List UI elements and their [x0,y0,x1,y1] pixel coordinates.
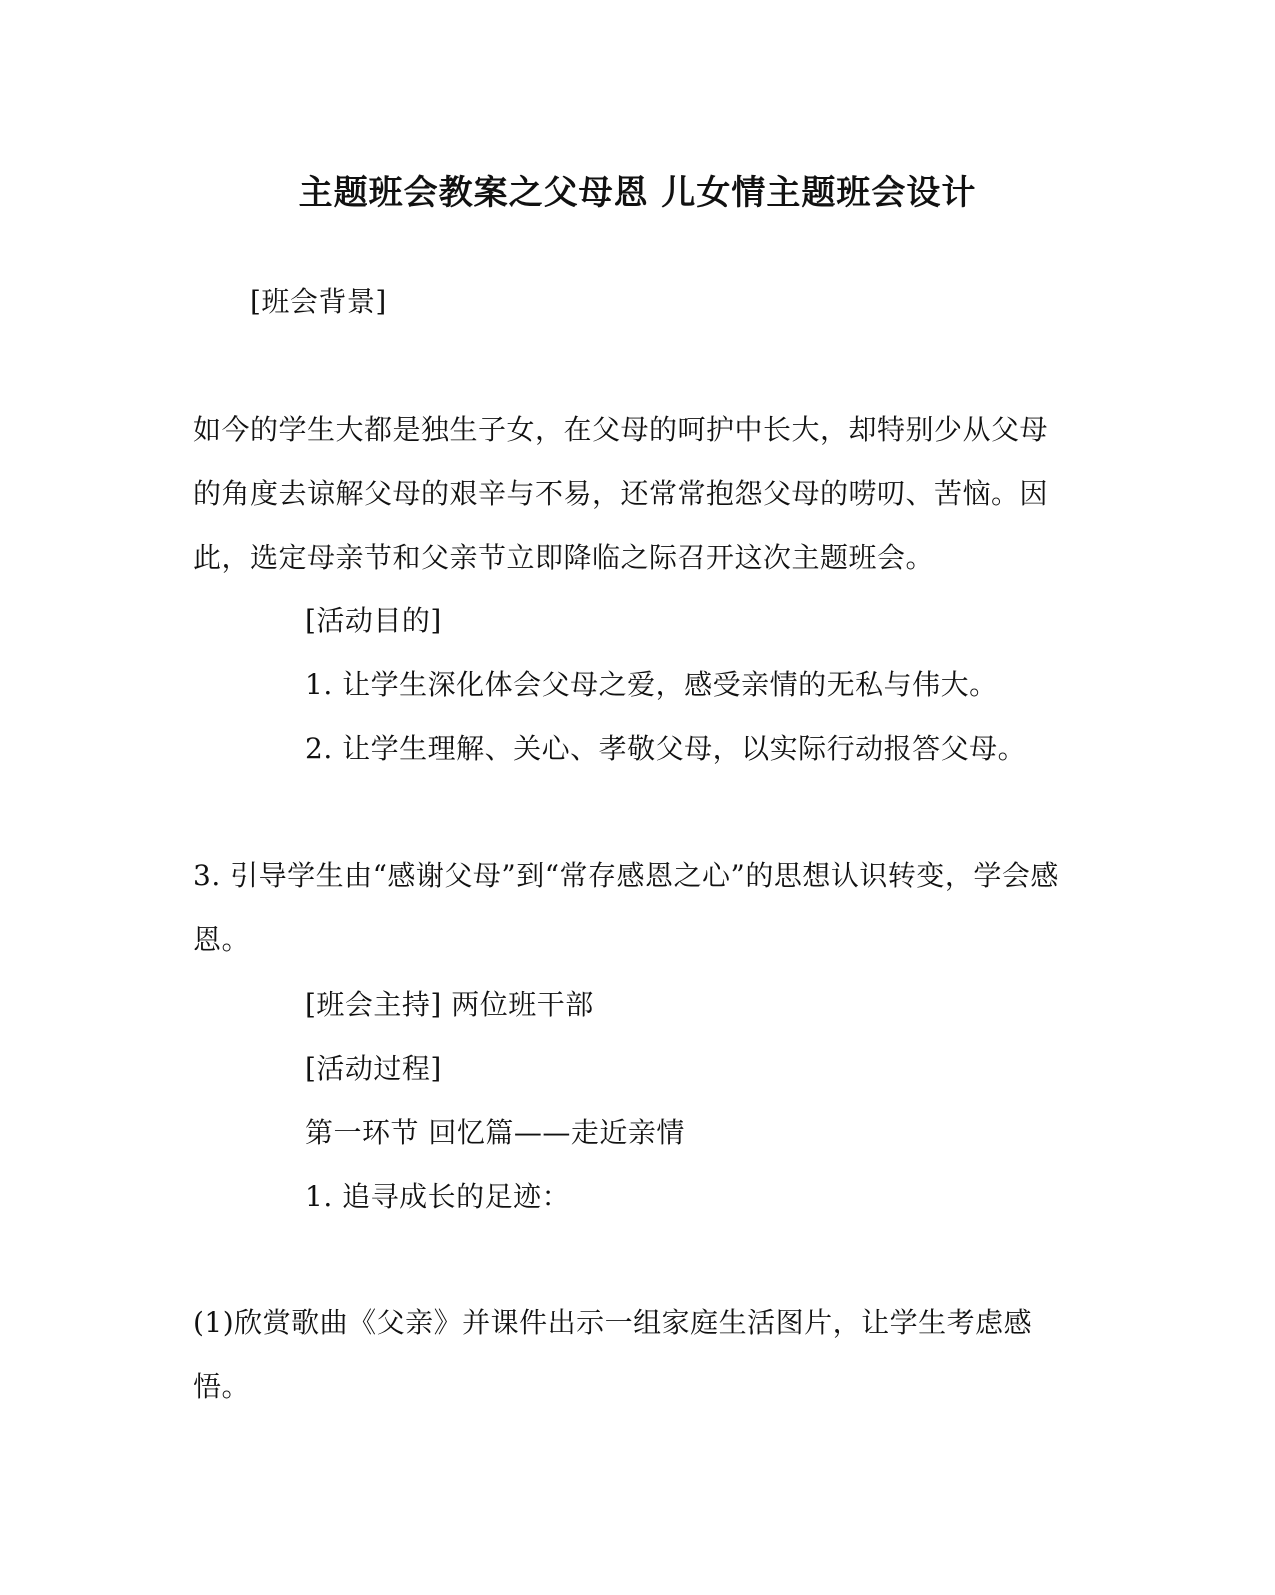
step-item-1: 1. 追寻成长的足迹： [305,1180,571,1213]
goal-item-1: 1. 让学生深化体会父母之爱，感受亲情的无私与伟大。 [305,668,998,701]
goal-item-3 [193,844,1063,972]
goals-heading: [活动目的] [305,604,442,637]
host-line: [班会主持] 两位班干部 [305,988,594,1021]
background-line-2: 的角度去谅解父母的艰辛与不易，还常常抱怨父母的唠叨、苦恼。因 [193,477,1049,510]
background-paragraph [193,398,1063,590]
background-heading: [班会背景] [250,285,387,318]
background-line-3: 此，选定母亲节和父亲节立即降临之际召开这次主题班会。 [193,541,935,574]
step-item-1a [193,1291,1063,1419]
process-heading: [活动过程] [305,1052,442,1085]
goal-item-2: 2. 让学生理解、关心、孝敬父母，以实际行动报答父母。 [305,732,1027,765]
goal-3-line-1: 3. 引导学生由“感谢父母”到“常存感恩之心”的思想认识转变，学会感 [193,859,1059,892]
background-line-1: 如今的学生大都是独生子女，在父母的呵护中长大，却特别少从父母 [193,413,1049,446]
step-1a-line-1: (1)欣赏歌曲《父亲》并课件出示一组家庭生活图片，让学生考虑感 [193,1306,1033,1339]
goal-3-line-2: 恩。 [193,923,251,956]
document-title: 主题班会教案之父母恩 儿女情主题班会设计 [298,173,977,213]
section-heading-1: 第一环节 回忆篇——走近亲情 [305,1116,685,1149]
step-1a-line-2: 悟。 [193,1370,251,1403]
